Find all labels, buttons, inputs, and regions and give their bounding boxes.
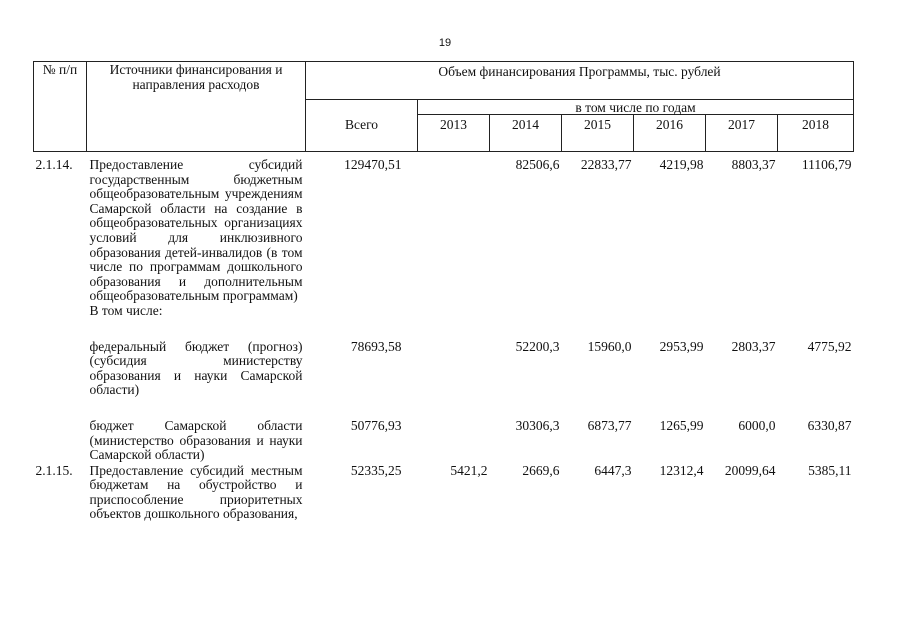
row-value: 4219,98 [659,157,704,172]
row-value: 15960,0 [587,338,632,354]
column-header-year: 2014 [490,115,562,152]
row-value: 22833,77 [580,157,632,172]
column-header-year: 2016 [634,115,706,152]
row-value: 5421,2 [450,462,488,478]
row-value: 6000,0 [738,417,776,433]
row-value: 2953,99 [659,338,704,354]
row-value: 11106,79 [801,157,852,172]
row-description [87,152,306,319]
row-total: 50776,93 [350,417,402,433]
column-header-financing: Объем финансирования Программы, тыс. рублей [306,62,854,100]
financing-table [33,61,854,522]
row-value: 1265,99 [659,417,704,433]
row-value: 20099,64 [724,462,776,478]
row-value: 12312,4 [659,462,704,478]
row-value: 5385,11 [808,462,852,478]
row-value: 6447,3 [594,462,632,478]
table-row [34,152,854,319]
row-text: Предоставление субсидий местным бюджетам на обустройство и приспособление приоритетных объектов дошкольного образования, [89,462,303,522]
row-value [418,319,490,398]
row-description [87,319,306,398]
row-value: 8803,37 [731,157,776,172]
row-value: 2669,6 [522,462,560,478]
row-number: 2.1.14. [35,157,73,172]
column-header-including-years: в том числе по годам [418,100,854,115]
column-header-num: № п/п [34,62,87,152]
row-value [418,152,490,319]
column-header-total: Всего [306,100,418,152]
column-header-year: 2017 [706,115,778,152]
column-header-year: 2015 [562,115,634,152]
row-value: 52200,3 [515,338,560,354]
row-total: 129470,51 [344,157,402,172]
row-number [34,319,87,398]
row-number [34,398,87,463]
table-row [34,463,854,522]
column-header-year: 2013 [418,115,490,152]
row-total: 52335,25 [350,462,402,478]
row-value [418,398,490,463]
table-row [34,398,854,463]
row-value: 2803,37 [731,338,776,354]
table-row [34,319,854,398]
row-description [87,398,306,463]
row-value: 82506,6 [515,157,560,172]
column-header-year: 2018 [778,115,854,152]
column-header-sources: Источники финансирования и направления расходов [87,62,306,152]
row-value: 4775,92 [807,338,852,354]
row-number: 2.1.15. [35,462,73,478]
row-text: Предоставление субсидий государственным бюджетным общеобразовательным учреждениям Самарской области на создание в общеобразовательных организациях условий для инклюзивного образования детей-инвалидов (в том числе по программам дошкольного образования и дополнительным общеобразовательным программам) [89,157,303,304]
row-note: В том числе: [89,302,163,318]
row-text: бюджет Самарской области (министерство образования и науки Самарской области) [89,417,303,463]
row-description [87,463,306,522]
row-value: 6873,77 [587,417,632,433]
row-value: 30306,3 [515,417,560,433]
row-value: 6330,87 [807,417,852,433]
row-text: федеральный бюджет (прогноз) (субсидия министерству образования и науки Самарской области) [89,338,303,398]
page-number: 19 [438,37,452,49]
row-total: 78693,58 [350,338,402,354]
